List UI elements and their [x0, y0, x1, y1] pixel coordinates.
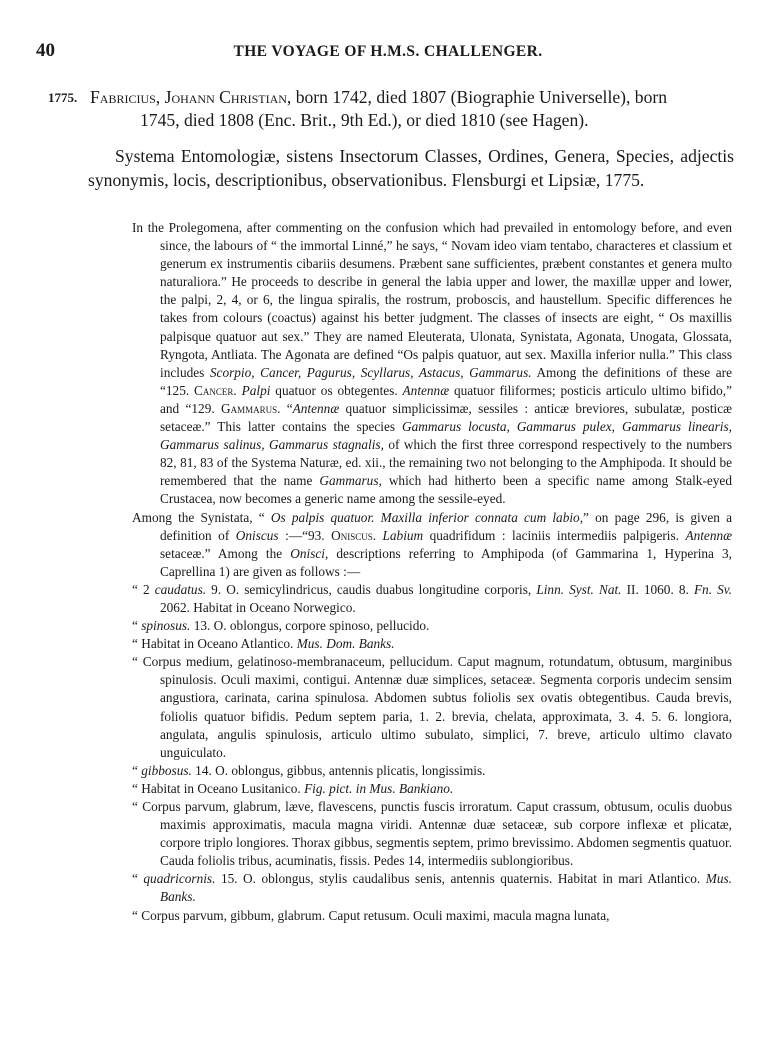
- paragraph-prolegomena: In the Prolegomena, after commenting on the confusion which had prevailed in entomology before, and even since, the labours of “ the immortal Linné,” he says, “ Novam ideo viam tentabo, characteres et classium et generum ex instrumentis cibariis desumens. Præbent sane sufficientes, præbent constantes et genera multo naturaliora.” He proceeds to describe in general the labia upper and lower, the maxillæ upper and lower, the palpi, 2, 4, or 6, the lingua spiralis, the rostrum, proboscis, and haustellum. Specific differences he takes from colours (coactus) against his better judgment. The classes of insects are eight, “ Os maxillis palpisque quatuor aut sex.” They are named Eleuterata, Ulonata, Synistata, Agonata, Unogata, Glossata, Ryngota, Antliata. The Agonata are defined “Os palpis quatuor, aut sex. Maxilla inferior nulla.” This class includes Scorpio, Cancer, Pagurus, Scyllarus, Astacus, Gammarus. Among the definitions of these are “125. Cancer. Palpi quatuor os obtegentes. Antennæ quatuor filiformes; posticis articulo ultimo bifido,” and “129. Gammarus. “Antennæ quatuor simplicissimæ, sessiles : anticæ breviores, subulatæ, posticæ setaceæ.” This latter contains the species Gammarus locusta, Gammarus pulex, Gammarus linearis, Gammarus salinus, Gammarus stagnalis, of which the first three correspond respectively to the numbers 82, 81, 83 of the Systema Naturæ, ed. xii., the remaining two not belonging to the Amphipoda. It should be remembered that the name Gammarus, which had hitherto been a specific name among Stalk-eyed Crustacea, now becomes a generic name among the sessile-eyed.: [132, 220, 732, 507]
- page-number: 40: [36, 40, 55, 61]
- quote-spinosus: “ spinosus. 13. O. oblongus, corpore spinoso, pellucido.: [132, 618, 430, 634]
- bibliography-entry: [48, 86, 734, 132]
- quote-quadricornis-description: “ Corpus parvum, gibbum, glabrum. Caput retusum. Oculi maximi, macula magna lunata,: [132, 907, 610, 923]
- work-title: Systema Entomologiæ, sistens Insectorum Classes, Ordines, Genera, Species, adjectis synonymis, locis, descriptionibus, observationibus. Flensburgi et Lipsiæ, 1775.: [88, 146, 734, 190]
- quote-spinosus-habitat: “ Habitat in Oceano Atlantico. Mus. Dom. Banks.: [132, 636, 395, 652]
- paragraph-synistata: Among the Synistata, “ Os palpis quatuor. Maxilla inferior connata cum labio,” on page 296, is given a definition of Oniscus :—“93. Oniscus. Labium quadrifidum : laciniis intermediis palpigeris. Antennæ setaceæ.” Among the Onisci, descriptions referring to Amphipoda (of Gammarina 1, Hyperina 3, Caprellina 1) are given as follows :—: [132, 509, 733, 579]
- quote-gibbosus-description: “ Corpus parvum, glabrum, læve, flavescens, punctis fuscis irroratum. Caput crassum, obtusum, oculis duobus maximis approximatis, macula magna viridi. Antennæ duæ setaceæ, sub corpore inflexæ et plicatæ, corpore triplo longiores. Thorax gibbus, segmentis septem, primo brevissimo. Abdomen segmentis quatuor. Cauda foliolis tribus, acuminatis, fissis. Pedes 14, intermediis sublongioribus.: [132, 799, 732, 869]
- quote-spinosus-description: “ Corpus medium, gelatinoso-membranaceum, pellucidum. Caput magnum, rotundatum, obtusum, marginibus spinulosis. Oculi maximi, contigui. Antennæ duæ simplices, setaceæ. Segmenta corporis undecim sensim angustiora, carinata, carina spinulosa. Abdomen subtus foliolis sex ovatis obtegentibus. Cauda brevis, foliolis quatuor bifidis. Pedum septem paria, 1. 2. brevia, chelata, approximata, 3. 4. 5. 6. longiora, angulata, angulis spinulosis, articulo ultimo subulato, simplici, 7. breve, articulo ultimo clavato unguiculato.: [132, 654, 732, 760]
- quote-gibbosus: “ gibbosus. 14. O. oblongus, gibbus, antennis plicatis, longissimis.: [132, 762, 486, 778]
- author-dates-continued: 1745, died 1808 (Enc. Brit., 9th Ed.), or died 1810 (see Hagen).: [140, 110, 589, 130]
- author-name: Fabricius, Johann Christian,: [90, 87, 292, 107]
- quote-quadricornis: “ quadricornis. 15. O. oblongus, stylis caudalibus senis, antennis quaternis. Habitat in mari Atlantico. Mus. Banks.: [132, 871, 732, 905]
- running-title: THE VOYAGE OF H.M.S. CHALLENGER.: [233, 43, 543, 60]
- page-header: [0, 40, 776, 64]
- author-dates: born 1742, died 1807 (Biographie Universelle), born: [291, 87, 668, 107]
- quote-gibbosus-habitat: “ Habitat in Oceano Lusitanico. Fig. pict. in Mus. Bankiano.: [132, 780, 454, 796]
- entry-heading: [90, 86, 734, 132]
- body-text: [132, 219, 732, 925]
- quote-caudatus: “ 2 caudatus. 9. O. semicylindricus, caudis duabus longitudine corporis, Linn. Syst. Nat. II. 1060. 8. Fn. Sv. 2062. Habitat in Oceano Norwegico.: [132, 581, 733, 615]
- entry-year: 1775.: [48, 90, 78, 105]
